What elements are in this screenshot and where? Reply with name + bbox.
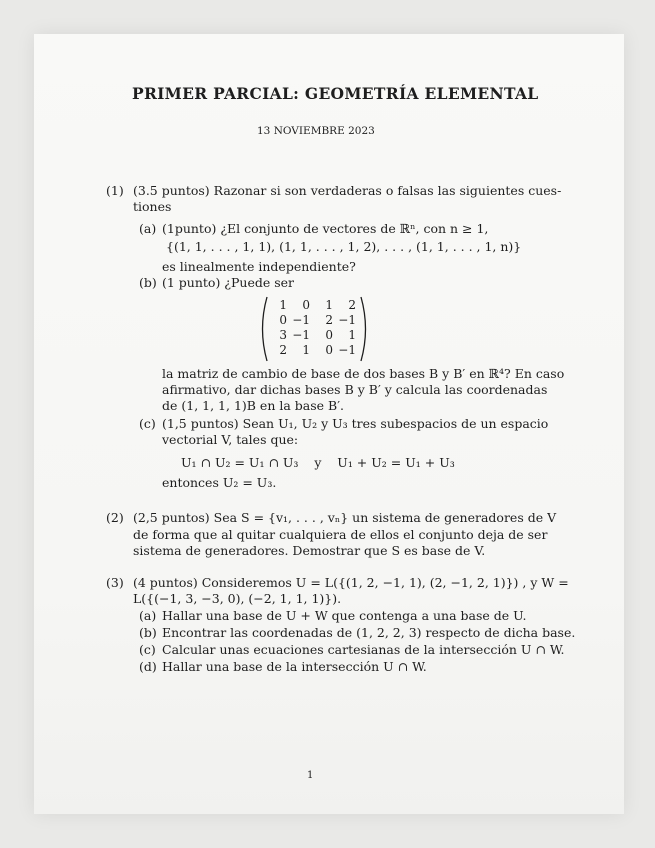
matrix-cell: −1 — [292, 313, 310, 327]
exam-date: 13 NOVIEMBRE 2023 — [257, 125, 375, 137]
question-1a-label: (a) — [139, 221, 157, 236]
page-title: PRIMER PARCIAL: GEOMETRÍA ELEMENTAL — [132, 84, 539, 103]
question-1b-line-3: afirmativo, dar dichas bases B y B′ y calcula las coordenadas — [162, 382, 548, 397]
question-2-line-1: (2,5 puntos) Sea S = {v₁, . . . , vₙ} un sistema de generadores de V — [133, 510, 557, 525]
question-3-line-1: (4 puntos) Consideremos U = L({(1, 2, −1, 1), (2, −1, 2, 1)}) , y W = — [133, 575, 569, 590]
question-1a-line-1: (1punto) ¿El conjunto de vectores de ℝⁿ, con n ≥ 1, — [162, 221, 489, 236]
question-1c-label: (c) — [139, 416, 156, 431]
question-3c-text: Calcular unas ecuaciones cartesianas de la intersección U ∩ W. — [162, 642, 565, 657]
matrix-cell: 2 — [348, 298, 356, 312]
question-3a-text: Hallar una base de U + W que contenga a una base de U. — [162, 608, 527, 623]
matrix-cell: 1 — [348, 328, 356, 342]
question-1a-line-3: es linealmente independiente? — [162, 259, 356, 274]
matrix-cell: 1 — [302, 343, 310, 357]
question-2-line-3: sistema de generadores. Demostrar que S es base de V. — [133, 543, 486, 558]
question-2-number: (2) — [106, 510, 124, 525]
matrix-row-3 — [268, 329, 360, 342]
matrix-cell: 2 — [279, 343, 287, 357]
question-1b-line-4: de (1, 1, 1, 1)B en la base B′. — [162, 398, 345, 413]
matrix-cell: 1 — [279, 298, 287, 312]
matrix-cell: 0 — [302, 298, 310, 312]
question-1c-line-3: entonces U₂ = U₃. — [162, 475, 277, 490]
question-1-line-1: (3.5 puntos) Razonar si son verdaderas o falsas las siguientes cues- — [133, 183, 562, 198]
question-1b-line-1: (1 punto) ¿Puede ser — [162, 275, 295, 290]
question-3-number: (3) — [106, 575, 124, 590]
page-number: 1 — [307, 770, 314, 781]
question-1-number: (1) — [106, 183, 124, 198]
matrix-row-1 — [268, 299, 360, 312]
matrix-cell: 0 — [325, 343, 333, 357]
question-2-line-2: de forma que al quitar cualquiera de ellos el conjunto deja de ser — [133, 527, 548, 542]
matrix-cell: 1 — [325, 298, 333, 312]
question-1b-line-2: la matriz de cambio de base de dos bases B y B′ en ℝ⁴? En caso — [162, 366, 565, 381]
question-3b-text: Encontrar las coordenadas de (1, 2, 2, 3) respecto de dicha base. — [162, 625, 576, 640]
question-3d-label: (d) — [139, 659, 157, 674]
question-3-line-2: L({(−1, 3, −3, 0), (−2, 1, 1, 1)}). — [133, 591, 342, 606]
question-1a-set: {(1, 1, . . . , 1, 1), (1, 1, . . . , 1, 2), . . . , (1, 1, . . . , 1, n)} — [166, 239, 522, 254]
question-3b-label: (b) — [139, 625, 157, 640]
question-1c-line-2: vectorial V, tales que: — [162, 432, 299, 447]
matrix-cell: 0 — [279, 313, 287, 327]
question-1c-formula: U₁ ∩ U₂ = U₁ ∩ U₃ y U₁ + U₂ = U₁ + U₃ — [181, 455, 455, 470]
matrix-cell: 0 — [325, 328, 333, 342]
matrix-cell: −1 — [338, 343, 356, 357]
matrix-cell: 2 — [325, 313, 333, 327]
matrix-row-2 — [268, 314, 360, 327]
question-3c-label: (c) — [139, 642, 156, 657]
matrix-row-4 — [268, 344, 360, 357]
question-1-line-2: tiones — [133, 199, 172, 214]
question-1c-line-1: (1,5 puntos) Sean U₁, U₂ y U₃ tres subespacios de un espacio — [162, 416, 549, 431]
question-1b-label: (b) — [139, 275, 157, 290]
question-3a-label: (a) — [139, 608, 157, 623]
matrix-cell: −1 — [338, 313, 356, 327]
question-3d-text: Hallar una base de la intersección U ∩ W. — [162, 659, 427, 674]
matrix-cell: 3 — [279, 328, 287, 342]
change-of-basis-matrix — [258, 296, 370, 362]
matrix-cell: −1 — [292, 328, 310, 342]
